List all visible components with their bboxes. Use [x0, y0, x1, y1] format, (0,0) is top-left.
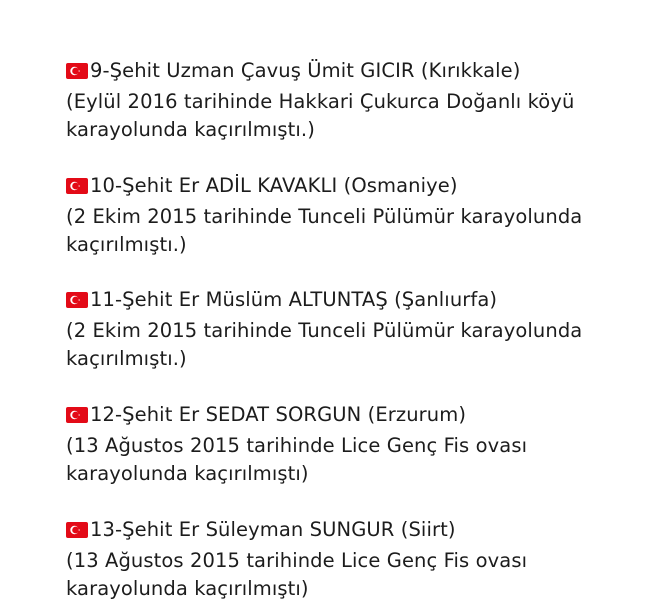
entry-detail: (13 Ağustos 2015 tarihinde Lice Genç Fis ovası: [66, 548, 528, 572]
entry-title-text: 11-Şehit Er Müslüm ALTUNTAŞ (Şanlıurfa): [90, 288, 498, 311]
entry-10: [66, 172, 646, 260]
entry-detail: karayolunda kaçırılmıştı.): [66, 118, 315, 141]
entry-detail: (Eylül 2016 tarihinde Hakkari Çukurca Doğanlı köyü: [66, 89, 575, 113]
entry-detail: (2 Ekim 2015 tarihinde Tunceli Pülümür karayolunda: [66, 318, 583, 342]
entry-title-text: 10-Şehit Er ADİL KAVAKLI (Osmaniye): [90, 174, 458, 197]
entry-9: [66, 57, 646, 145]
turkey-flag-icon: [66, 518, 88, 547]
entry-title: [66, 516, 646, 547]
entry-12: [66, 401, 646, 489]
turkey-flag-icon: [66, 403, 88, 432]
entry-title: [66, 57, 646, 88]
entry-title: [66, 401, 646, 432]
entry-detail: kaçırılmıştı.): [66, 347, 187, 370]
entry-title: [66, 286, 646, 317]
entry-detail: (13 Ağustos 2015 tarihinde Lice Genç Fis ovası: [66, 433, 528, 457]
entry-title-text: 13-Şehit Er Süleyman SUNGUR (Siirt): [90, 518, 456, 541]
entry-detail: karayolunda kaçırılmıştı): [66, 577, 309, 600]
turkey-flag-icon: [66, 59, 88, 88]
entry-13: [66, 516, 646, 604]
turkey-flag-icon: [66, 288, 88, 317]
entry-detail: (2 Ekim 2015 tarihinde Tunceli Pülümür karayolunda: [66, 204, 583, 228]
entry-11: [66, 286, 646, 374]
entry-title-text: 9-Şehit Uzman Çavuş Ümit GICIR (Kırıkkale): [90, 59, 521, 82]
entry-title-text: 12-Şehit Er SEDAT SORGUN (Erzurum): [90, 403, 467, 426]
entry-title: [66, 172, 646, 203]
entry-detail: karayolunda kaçırılmıştı): [66, 462, 309, 485]
entry-detail: kaçırılmıştı.): [66, 233, 187, 256]
turkey-flag-icon: [66, 174, 88, 203]
